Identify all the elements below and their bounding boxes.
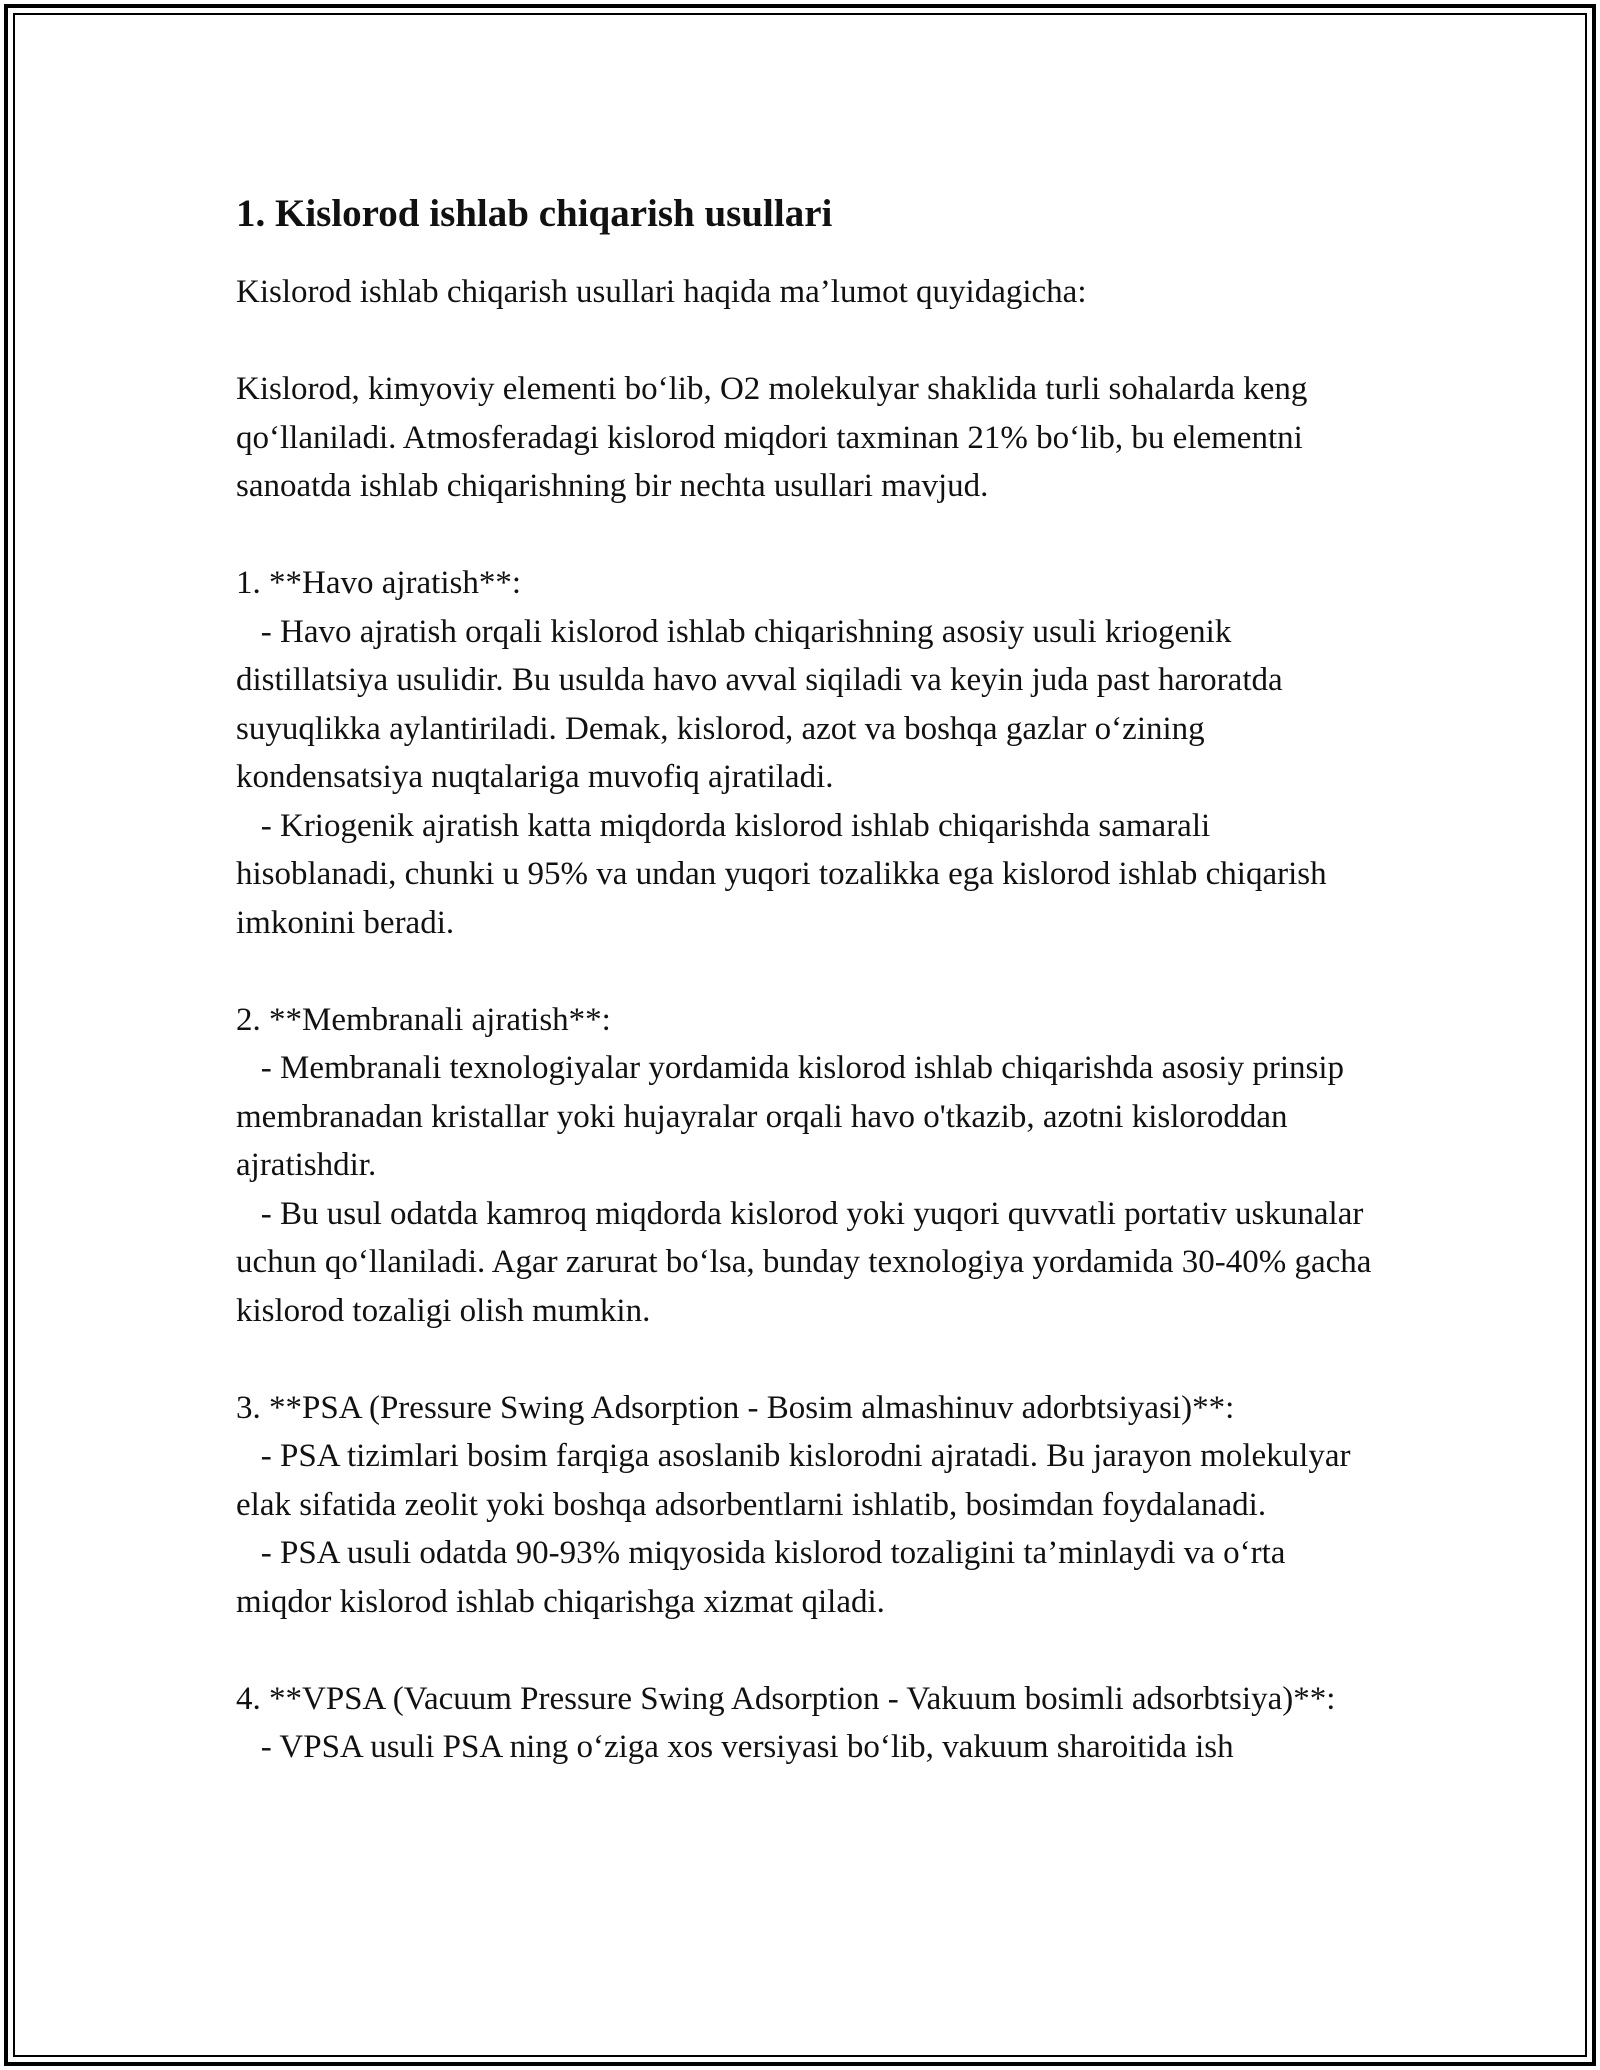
document-page: [236, 186, 1380, 1772]
section-air-separation: [236, 559, 1376, 947]
section-heading: 4. **VPSA (Vacuum Pressure Swing Adsorption - Vakuum bosimli adsorbtsiya)**:: [236, 1680, 1336, 1717]
section-psa: [236, 1384, 1376, 1627]
section-point: - Bu usul odatda kamroq miqdorda kislorod yoki yuqori quvvatli portativ uskunalar uchun qo‘llaniladi. Agar zarurat bo‘lsa, bunday texnologiya yordamida 30-40% gacha kislorod tozaligi olish mumkin.: [236, 1195, 1380, 1329]
section-point: - VPSA usuli PSA ning o‘ziga xos versiyasi bo‘lib, vakuum sharoitida ish: [236, 1729, 1234, 1765]
section-point: - Kriogenik ajratish katta miqdorda kislorod ishlab chiqarishda samarali hisoblanadi, chunki u 95% va undan yuqori tozalikka ega kislorod ishlab chiqarish imkonini beradi.: [236, 807, 1335, 941]
paragraph-gap: [236, 947, 1376, 996]
section-heading: 3. **PSA (Pressure Swing Adsorption - Bosim almashinuv adorbtsiyasi)**:: [236, 1389, 1235, 1426]
section-vpsa: [236, 1675, 1376, 1772]
paragraph-gap: [236, 511, 1376, 560]
paragraph-gap: [236, 1335, 1376, 1384]
section-point: - Membranali texnologiyalar yordamida kislorod ishlab chiqarishda asosiy prinsip membranadan kristallar yoki hujayralar orqali havo o'tkazib, azotni kisloroddan ajratishdir.: [236, 1050, 1353, 1183]
document-title: 1. Kislorod ishlab chiqarish usullari: [236, 192, 833, 235]
overview-paragraph: Kislorod, kimyoviy elementi bo‘lib, O2 molekulyar shaklida turli sohalarda keng qo‘llaniladi. Atmosferadagi kislorod miqdori taxminan 21% bo‘lib, bu elementni sanoatda ishlab chiqarishning bir nechta usullari mavjud.: [236, 371, 1316, 504]
section-point: - Havo ajratish orqali kislorod ishlab chiqarishning asosiy usuli kriogenik distillatsiya usulidir. Bu usulda havo avval siqiladi va keyin juda past haroratda suyuqlikka aylantiriladi. Demak, kislorod, azot va boshqa gazlar o‘zining kondensatsiya nuqtalariga muvofiq ajratiladi.: [236, 613, 1291, 795]
paragraph-gap: [236, 1626, 1376, 1675]
section-heading: 2. **Membranali ajratish**:: [236, 1001, 611, 1038]
section-point: - PSA usuli odatda 90-93% miqyosida kislorod tozaligini ta’minlaydi va o‘rta miqdor kislorod ishlab chiqarishga xizmat qiladi.: [236, 1535, 1294, 1620]
paragraph-gap: [236, 317, 1376, 366]
section-membrane-separation: [236, 996, 1380, 1336]
section-point: - PSA tizimlari bosim farqiga asoslanib kislorodni ajratadi. Bu jarayon molekulyar elak sifatida zeolit yoki boshqa adsorbentlarni ishlatib, bosimdan foydalanadi.: [236, 1438, 1359, 1523]
section-heading: 1. **Havo ajratish**:: [236, 565, 522, 601]
intro-paragraph: Kislorod ishlab chiqarish usullari haqida ma’lumot quyidagicha:: [236, 274, 1087, 310]
